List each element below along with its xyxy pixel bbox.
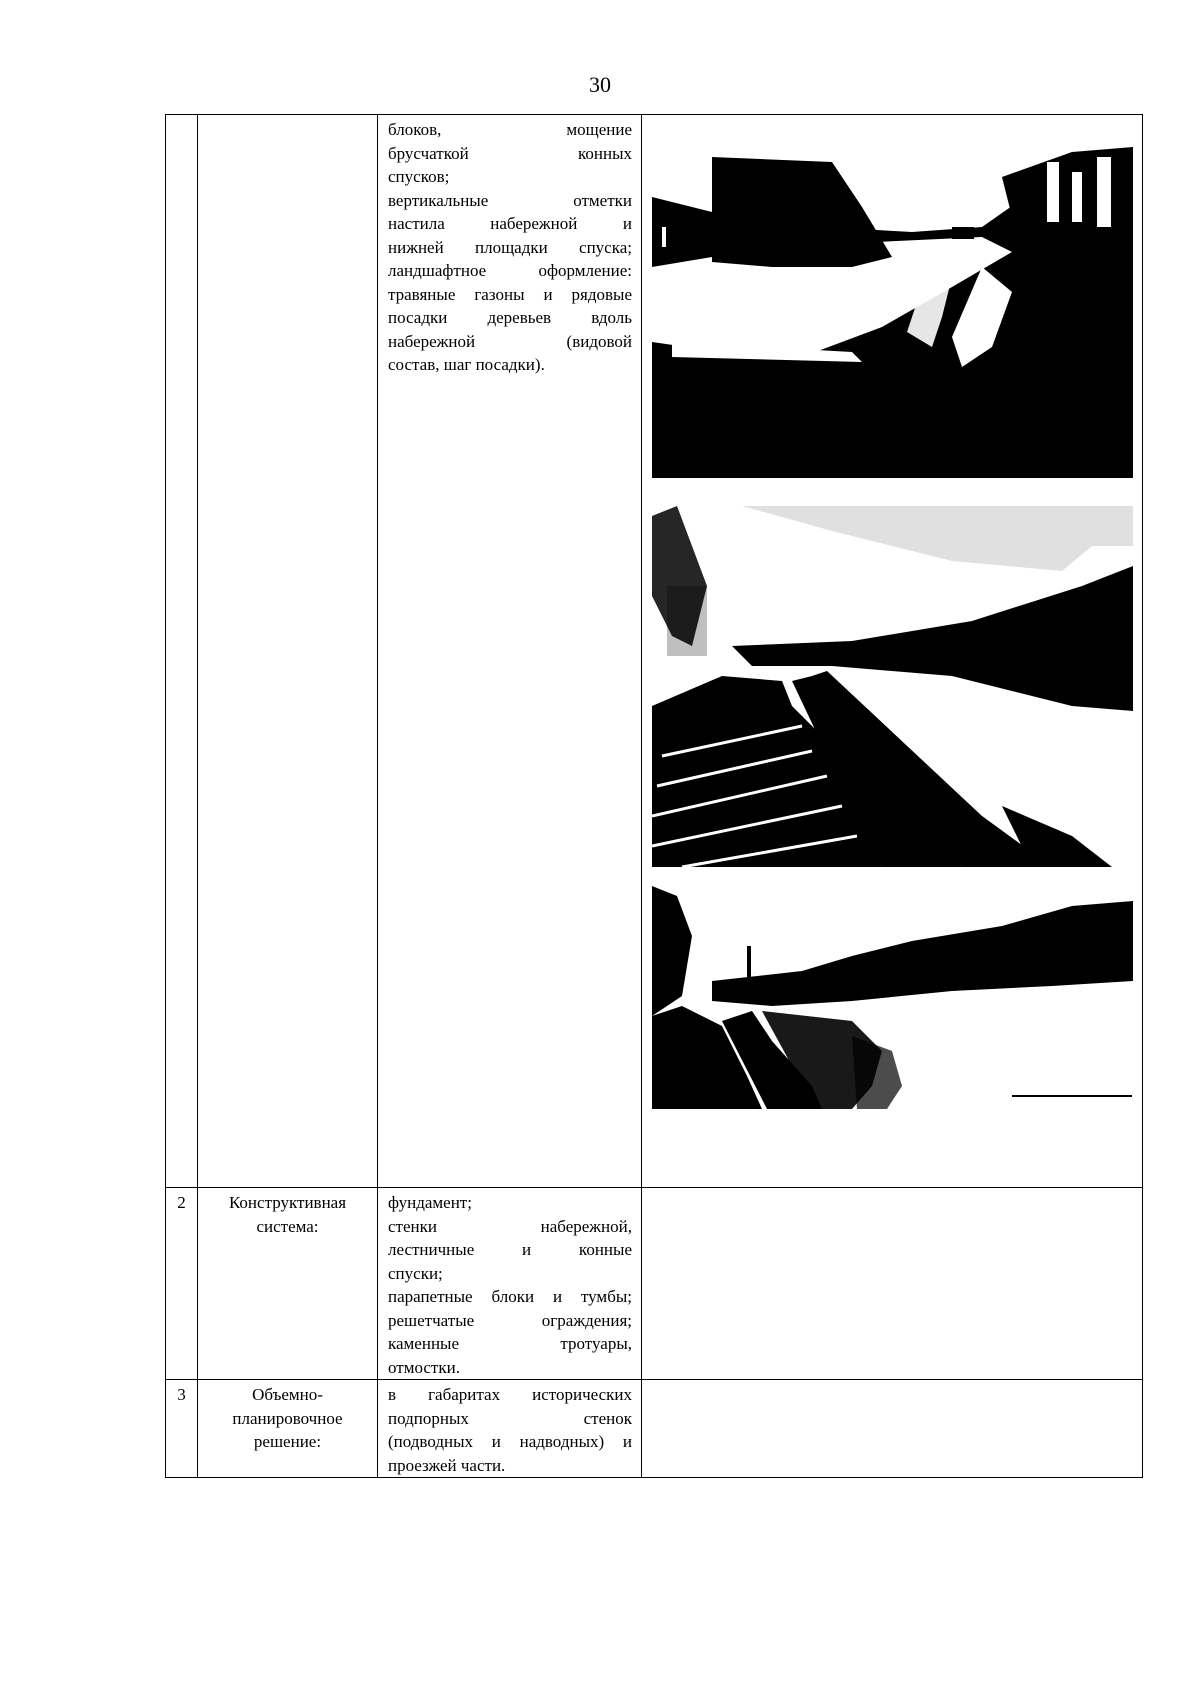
description-line: спуски;: [388, 1263, 443, 1283]
description-line: лестничные и конные: [388, 1240, 632, 1259]
description-line: проезжей части.: [388, 1455, 506, 1475]
photo-cell: [642, 115, 1143, 1188]
table-row: [166, 1380, 1143, 1478]
object-description-table: [165, 114, 1143, 1478]
row-name: [198, 115, 378, 1188]
description-line: стенки набережной,: [388, 1216, 632, 1236]
description-line: каменные тротуары,: [388, 1334, 632, 1353]
empty-cell: [642, 1380, 1143, 1478]
description-line: отмостки.: [388, 1357, 460, 1377]
description-line: нижней площадки спуска;: [388, 237, 632, 257]
description-line: травяные газоны и рядовые: [388, 284, 632, 304]
row-description: [378, 1380, 642, 1478]
row-name-line: Конструктивная: [228, 1193, 347, 1212]
description-line: блоков, мощение: [388, 120, 632, 139]
description-line: состав, шаг посадки).: [388, 355, 545, 374]
table-row: [166, 115, 1143, 1188]
description-line: настила набережной и: [388, 214, 632, 233]
row-name-line: планировочное: [232, 1408, 343, 1428]
description-line: вертикальные отметки: [388, 190, 632, 210]
description-line: набережной (видовой: [388, 331, 632, 351]
description-line: брусчаткой конных: [388, 143, 632, 163]
description-line: (подводных и надводных) и: [388, 1432, 632, 1451]
row-number: [166, 115, 198, 1188]
description-line: парапетные блоки и тумбы;: [388, 1287, 632, 1306]
table-row: [166, 1188, 1143, 1380]
description-line: спусков;: [388, 167, 450, 186]
row-name-line: система:: [256, 1216, 319, 1236]
page-number: 30: [589, 72, 611, 97]
embankment-photo-3: [652, 886, 1133, 1109]
row-name-line: решение:: [253, 1432, 322, 1451]
empty-cell: [642, 1188, 1143, 1380]
description-line: в габаритах исторических: [388, 1385, 632, 1404]
description-line: посадки деревьев вдоль: [388, 308, 632, 327]
row-name: [198, 1380, 378, 1478]
row-name: [198, 1188, 378, 1380]
row-description: [378, 115, 642, 1188]
embankment-photo-2: [652, 506, 1133, 867]
row-name-line: Объемно-: [252, 1385, 323, 1404]
description-line: решетчатые ограждения;: [388, 1310, 632, 1330]
description-line: ландшафтное оформление:: [388, 261, 632, 280]
row-number: 2: [166, 1188, 198, 1380]
embankment-photo-1: [652, 117, 1133, 478]
description-line: фундамент;: [388, 1193, 472, 1212]
row-number: 3: [166, 1380, 198, 1478]
row-description: [378, 1188, 642, 1380]
description-line: подпорных стенок: [388, 1408, 632, 1428]
